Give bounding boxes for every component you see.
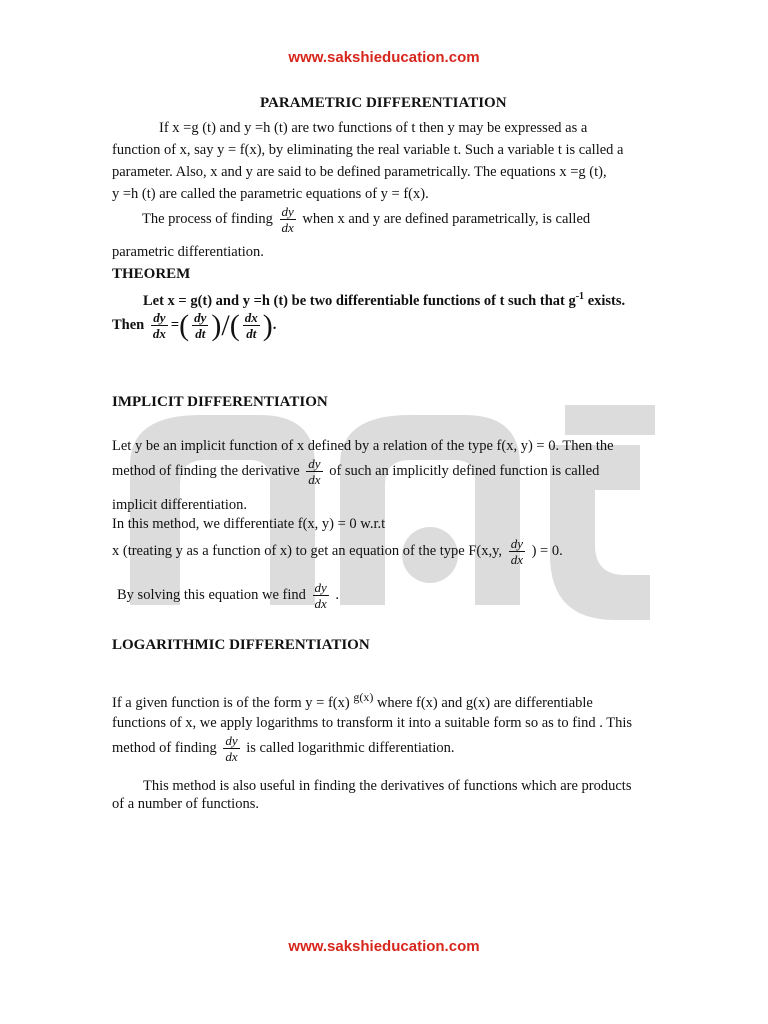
right-paren: ) <box>262 308 273 342</box>
dy-dx-fraction: $\frac{dy}{dx}$ <box>314 580 327 611</box>
dy-dx-fraction: $\frac{dy}{dx}$ <box>510 536 523 567</box>
implicit-line-6: By solving this equation we find $\frac{dy}{dx}$ . <box>117 580 340 611</box>
left-paren: ( <box>179 308 190 342</box>
implicit-line-2: method of finding the derivative $\frac{dy}{dx}$ of such an implicitly defined function is called <box>112 456 600 487</box>
footer-website-link[interactable]: www.sakshieducation.com <box>288 938 480 955</box>
header-website-link[interactable]: www.sakshieducation.com <box>288 49 480 66</box>
left-paren: ( <box>229 308 240 342</box>
dy-dx-fraction: $\frac{dy}{dx}$ <box>308 456 321 487</box>
implicit-heading: IMPLICIT DIFFERENTIATION <box>112 394 328 410</box>
parametric-line-2: function of x, say y = f(x), by eliminating the real variable t. Such a variable t is called a <box>112 142 624 158</box>
logarithmic-heading: LOGARITHMIC DIFFERENTIATION <box>112 637 370 653</box>
logarithmic-line-5: of a number of functions. <box>112 796 259 812</box>
logarithmic-line-4: This method is also useful in finding the derivatives of functions which are products <box>143 778 632 794</box>
parametric-line-6: parametric differentiation. <box>112 244 264 260</box>
dy-dx-fraction: $\frac{dy}{dx}$ <box>281 204 294 235</box>
equals-sign: = <box>170 316 180 333</box>
theorem-heading: THEOREM <box>112 266 191 282</box>
dy-dx-fraction: $\frac{dy}{dx}$ <box>225 733 238 764</box>
then-label: Then <box>112 316 145 333</box>
implicit-line-1: Let y be an implicit function of x defined by a relation of the type f(x, y) = 0. Then the <box>112 438 614 454</box>
theorem-statement: Let x = g(t) and y =h (t) be two differentiable functions of t such that $g^{-1}$ exists. <box>143 291 626 309</box>
parametric-line-5 <box>142 204 590 235</box>
implicit-line-4: In this method, we differentiate f(x, y) = 0 w.r.t <box>112 516 386 532</box>
period: . <box>272 316 277 333</box>
parametric-line-1: If x =g (t) and y =h (t) are two functions of t then y may be expressed as a <box>159 120 588 136</box>
parametric-line-5-end: when x and y are defined parametrically, is called <box>302 210 591 227</box>
division-slash: / <box>221 308 230 342</box>
implicit-line-3: implicit differentiation. <box>112 497 248 513</box>
parametric-heading: PARAMETRIC DIFFERENTIATION <box>260 95 507 111</box>
implicit-line-5: x (treating y as a function of x) to get an equation of the type F(x,y, $\frac{dy}{dx}$ ) = 0. <box>112 536 563 567</box>
logarithmic-line-2: functions of x, we apply logarithms to transform it into a suitable form so as to find . This <box>112 715 633 731</box>
dy-dt-fraction: $\frac{dy}{dt}$ <box>194 310 207 341</box>
dy-dx-fraction: $\frac{dy}{dx}$ <box>152 310 166 341</box>
parametric-line-5-start: The process of finding <box>142 210 273 227</box>
theorem-formula <box>112 310 276 341</box>
logarithmic-line-1: If a given function is of the form y = f(x) $^{g(x)}$ where f(x) and g(x) are differentiable <box>112 690 593 711</box>
logarithmic-line-3: method of finding $\frac{dy}{dx}$ is called logarithmic differentiation. <box>112 733 455 764</box>
right-paren: ) <box>211 308 222 342</box>
parametric-line-4: y =h (t) are called the parametric equations of y = f(x). <box>112 186 429 202</box>
parametric-line-3: parameter. Also, x and y are said to be defined parametrically. The equations x =g (t), <box>112 164 607 180</box>
dx-dt-fraction: $\frac{dx}{dt}$ <box>244 310 258 341</box>
